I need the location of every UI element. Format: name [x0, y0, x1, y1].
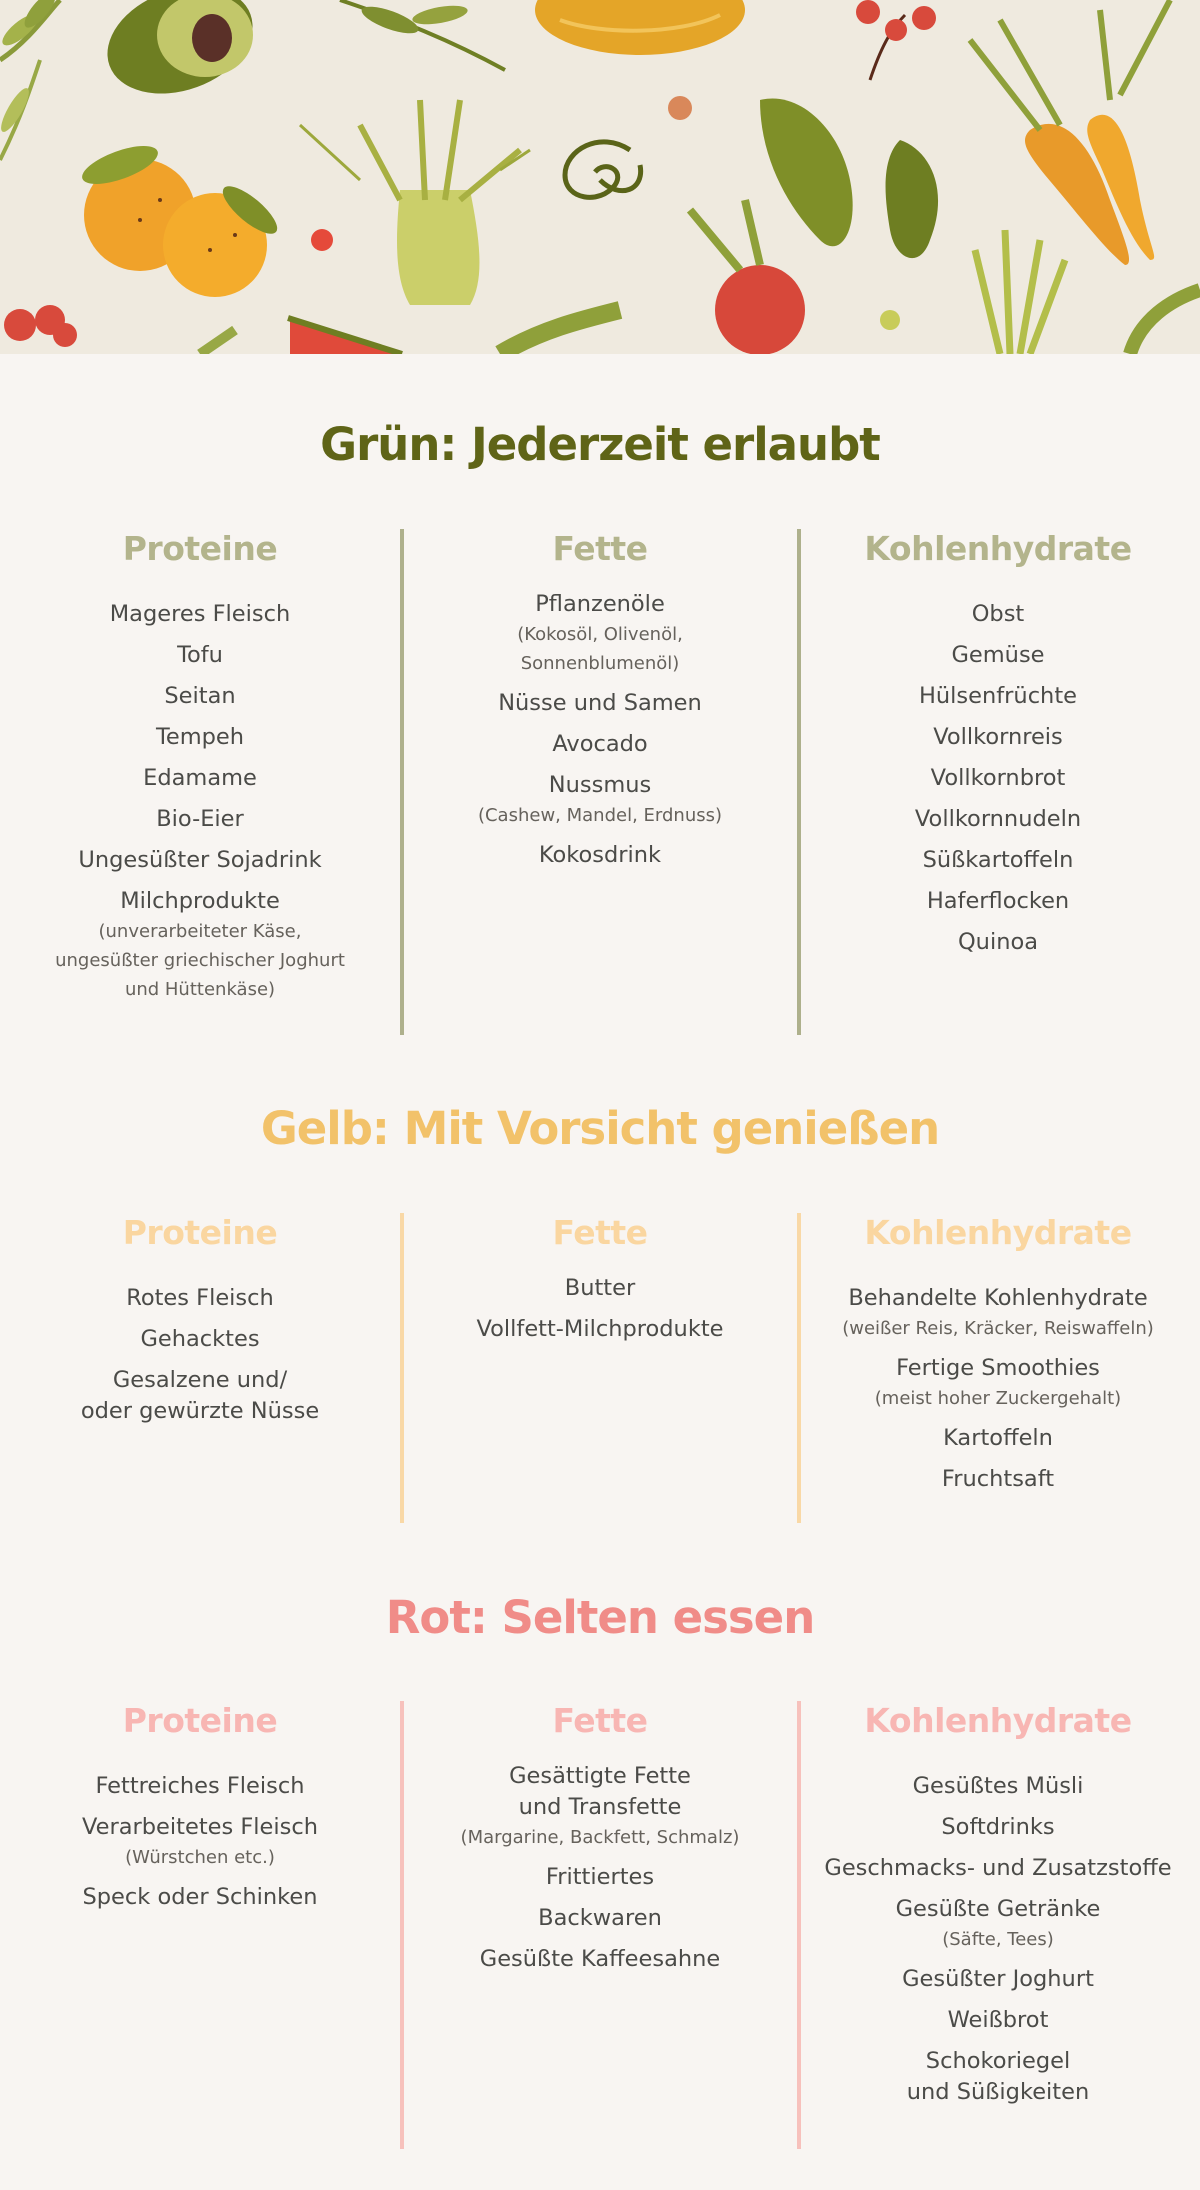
food-item-name: Nussmus: [548, 772, 652, 798]
food-item-name: Pflanzenöle: [535, 591, 665, 617]
food-item-name: Ungesüßter Sojadrink: [78, 847, 322, 873]
pumpkin-icon: [535, 0, 745, 55]
column-proteins: [1, 1701, 399, 1923]
avocado-icon: [92, 0, 267, 113]
leaf-branch-icon: [200, 310, 620, 354]
food-item-name: Weißbrot: [947, 2007, 1049, 2033]
food-item-name: Edamame: [143, 765, 257, 791]
food-item-note: (Kokosöl, Olivenöl, Sonnenblumenöl): [517, 624, 683, 674]
yellow-section: [0, 1075, 1200, 1545]
food-item: [1, 763, 399, 794]
food-item: [799, 2046, 1197, 2108]
oak-leaf-icon: [760, 98, 938, 258]
food-item: [799, 1423, 1197, 1454]
food-item: [1, 722, 399, 753]
column-heading: Fette: [552, 1213, 648, 1252]
food-item-name: Gesüßter Joghurt: [902, 1966, 1094, 1992]
section-title: Rot: Selten essen: [385, 1591, 815, 1644]
column-heading: Kohlenhydrate: [864, 1213, 1132, 1252]
food-item: [1, 1365, 399, 1427]
food-item-name: Gesättigte Fette und Transfette: [509, 1763, 691, 1820]
column-heading: Proteine: [122, 529, 278, 568]
watermelon-icon: [288, 318, 402, 354]
column-proteins: [1, 529, 399, 1014]
food-item-note: (Margarine, Backfett, Schmalz): [460, 1827, 740, 1848]
food-item-name: Vollfett-Milchprodukte: [476, 1316, 724, 1342]
food-item-name: Verarbeitetes Fleisch: [82, 1814, 318, 1840]
food-item-name: Haferflocken: [926, 888, 1070, 914]
fennel-icon: [300, 100, 530, 305]
food-list: [1, 589, 399, 1004]
grass-icon: [975, 230, 1200, 354]
food-item: [401, 1761, 799, 1852]
food-item-name: Geschmacks- und Zusatzstoffe: [824, 1855, 1172, 1881]
column-proteins: [1, 1213, 399, 1437]
food-list: [401, 589, 799, 871]
food-item: [799, 2005, 1197, 2036]
green-columns: [0, 529, 1200, 1035]
food-item: [799, 804, 1197, 835]
food-list: [401, 1761, 799, 1975]
food-item-note: (Säfte, Tees): [942, 1929, 1054, 1950]
food-item: [401, 1862, 799, 1893]
food-item: [401, 589, 799, 678]
food-item: [799, 599, 1197, 630]
food-item: [799, 681, 1197, 712]
food-list: [1, 1273, 399, 1427]
food-item-name: Behandelte Kohlenhydrate: [848, 1285, 1148, 1311]
radish-icon: [690, 200, 805, 354]
food-item: [799, 886, 1197, 917]
food-item-name: Butter: [564, 1275, 636, 1301]
header-illustration: [0, 0, 1200, 354]
column-fats: [401, 529, 799, 881]
food-item-name: Milchprodukte: [120, 888, 280, 914]
food-item: [401, 1314, 799, 1345]
food-item-name: Fertige Smoothies: [896, 1355, 1100, 1381]
food-item: [401, 1273, 799, 1304]
food-item: [799, 722, 1197, 753]
food-item-name: Frittiertes: [545, 1864, 655, 1890]
column-carbs: [799, 1701, 1197, 2118]
food-item: [401, 840, 799, 871]
food-item: [1, 640, 399, 671]
food-item-name: Vollkornnudeln: [914, 806, 1082, 832]
food-item-name: Speck oder Schinken: [82, 1884, 318, 1910]
food-item: [401, 770, 799, 830]
food-item-name: Backwaren: [538, 1905, 662, 1931]
food-item: [1, 1771, 399, 1802]
food-item: [799, 640, 1197, 671]
food-item-name: Rotes Fleisch: [126, 1285, 274, 1311]
food-item-name: Tempeh: [155, 724, 245, 750]
food-item-name: Seitan: [164, 683, 236, 709]
food-item: [799, 1853, 1197, 1884]
food-item: [1, 845, 399, 876]
column-heading: Proteine: [122, 1213, 278, 1252]
column-heading: Proteine: [122, 1701, 278, 1740]
green-section: [0, 354, 1200, 1054]
red-columns: [0, 1701, 1200, 2149]
food-item: [401, 1944, 799, 1975]
berries-icon: [4, 305, 77, 347]
food-item-name: Fruchtsaft: [941, 1466, 1055, 1492]
food-item-name: Softdrinks: [941, 1814, 1055, 1840]
leaf-branch-icon: [340, 0, 505, 70]
food-list: [401, 1273, 799, 1345]
food-item-name: Gesüßte Kaffeesahne: [479, 1946, 721, 1972]
food-item: [1, 1283, 399, 1314]
section-title: Grün: Jederzeit erlaubt: [320, 418, 880, 471]
food-item-note: (Cashew, Mandel, Erdnuss): [477, 805, 723, 826]
leaf-branch-icon: [0, 0, 60, 160]
food-item: [799, 1283, 1197, 1343]
food-item: [1, 1812, 399, 1872]
food-item-note: (Würstchen etc.): [125, 1847, 275, 1868]
carrot-icon: [970, 0, 1170, 265]
food-item: [1, 886, 399, 1004]
yellow-columns: [0, 1213, 1200, 1523]
column-fats: [401, 1701, 799, 1985]
column-heading: Fette: [552, 1701, 648, 1740]
food-item-name: Quinoa: [957, 929, 1039, 955]
food-item: [401, 729, 799, 760]
food-item: [1, 599, 399, 630]
food-item-note: (meist hoher Zuckergehalt): [874, 1388, 1122, 1409]
food-item-name: Mageres Fleisch: [109, 601, 291, 627]
column-heading: Fette: [552, 529, 648, 568]
food-item-name: Bio-Eier: [156, 806, 244, 832]
food-item: [1, 1882, 399, 1913]
food-item-name: Hülsenfrüchte: [919, 683, 1077, 709]
food-item-name: Gesüßte Getränke: [895, 1896, 1101, 1922]
food-item: [799, 927, 1197, 958]
food-item: [799, 763, 1197, 794]
food-item: [799, 1464, 1197, 1495]
berries-icon: [856, 0, 936, 80]
food-item: [1, 681, 399, 712]
brand-logo-icon: [565, 142, 641, 198]
food-item-name: Gemüse: [951, 642, 1045, 668]
food-item: [1, 1324, 399, 1355]
food-item-name: Avocado: [552, 731, 648, 757]
food-item-note: (weißer Reis, Kräcker, Reiswaffeln): [842, 1318, 1154, 1339]
food-item-name: Gehacktes: [140, 1326, 260, 1352]
column-heading: Kohlenhydrate: [864, 529, 1132, 568]
food-item: [401, 1903, 799, 1934]
food-item-name: Gesüßtes Müsli: [912, 1773, 1084, 1799]
food-item: [799, 1894, 1197, 1954]
food-item-name: Süßkartoffeln: [922, 847, 1074, 873]
column-carbs: [799, 529, 1197, 968]
food-item: [799, 1812, 1197, 1843]
food-item-name: Kartoffeln: [943, 1425, 1053, 1451]
food-item-name: Vollkornbrot: [930, 765, 1066, 791]
column-heading: Kohlenhydrate: [864, 1701, 1132, 1740]
food-item-name: Tofu: [177, 642, 223, 668]
food-item-name: Obst: [971, 601, 1025, 627]
food-list: [799, 1273, 1197, 1495]
orange-icon: [78, 138, 284, 297]
food-item: [1, 804, 399, 835]
food-item: [799, 1771, 1197, 1802]
section-title: Gelb: Mit Vorsicht genießen: [260, 1102, 940, 1155]
food-item-note: (unverarbeiteter Käse, ungesüßter griechischer Joghurt und Hüttenkäse): [55, 921, 345, 1000]
column-carbs: [799, 1213, 1197, 1505]
food-item-name: Kokosdrink: [538, 842, 662, 868]
red-section: [0, 1563, 1200, 2190]
food-item-name: Gesalzene und/ oder gewürzte Nüsse: [80, 1367, 320, 1424]
food-item-name: Schokoriegel und Süßigkeiten: [906, 2048, 1090, 2105]
food-list: [799, 1761, 1197, 2108]
food-list: [799, 589, 1197, 958]
food-item-name: Nüsse und Samen: [498, 690, 702, 716]
food-item-name: Fettreiches Fleisch: [95, 1773, 305, 1799]
food-item: [799, 845, 1197, 876]
food-list: [1, 1761, 399, 1913]
food-item: [799, 1353, 1197, 1413]
food-item: [799, 1964, 1197, 1995]
column-fats: [401, 1213, 799, 1355]
food-item: [401, 688, 799, 719]
food-item-name: Vollkornreis: [933, 724, 1063, 750]
